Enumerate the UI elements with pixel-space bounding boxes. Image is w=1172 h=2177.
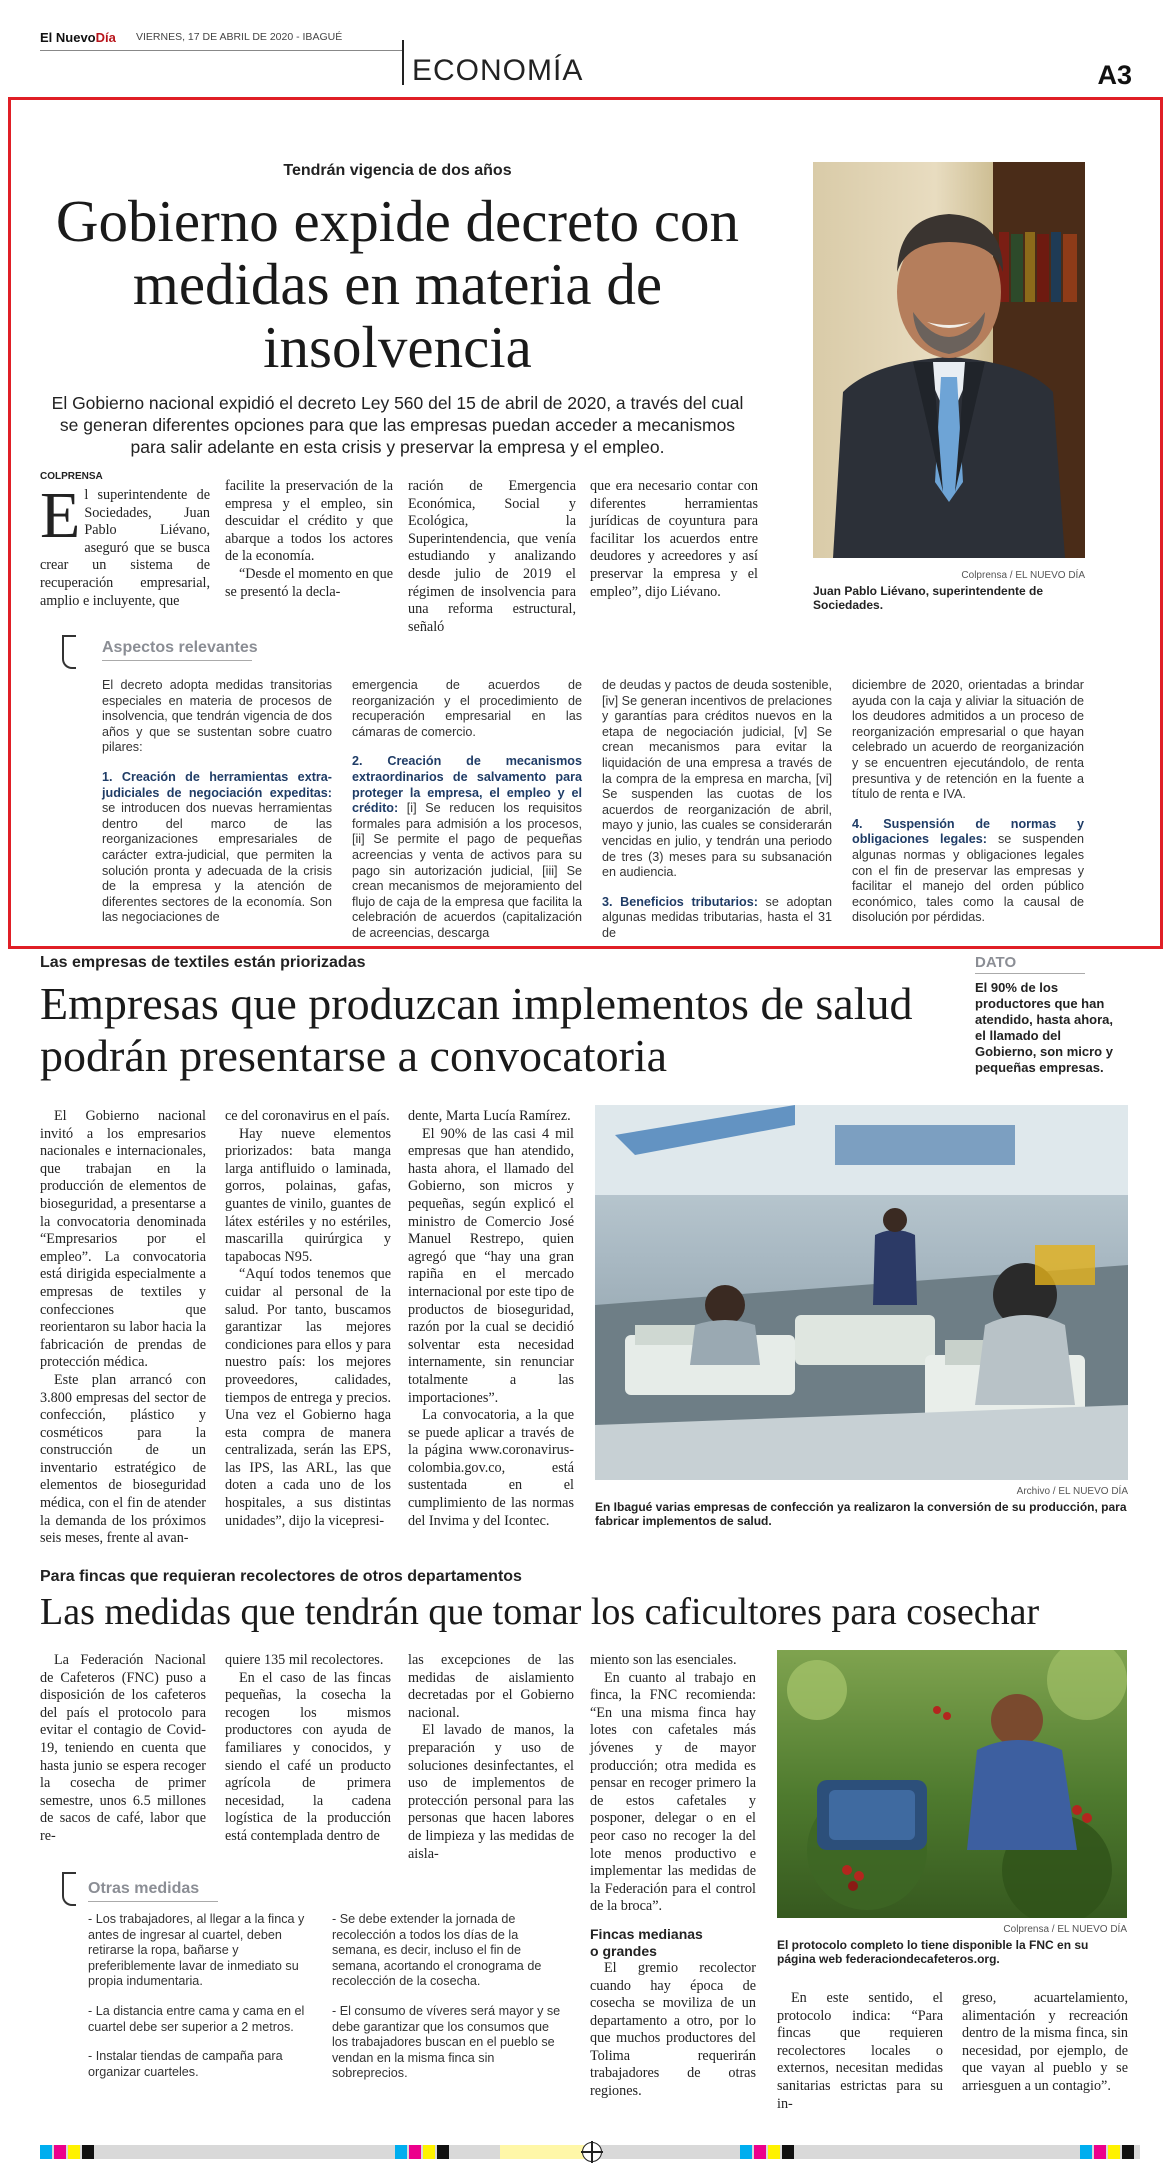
article3-subhead: Fincas medianas o grandes — [590, 1925, 703, 1959]
article2-col1-p2: Este plan arrancó con 3.800 empresas del sector de confección, plástico y cosméticos para la construcción de un inventario estratégico de elementos de bioseguridad médica, con el fin de atender la demanda de los próximos seis meses, frente al avan- — [40, 1371, 206, 1547]
article3-col6 — [962, 1990, 1128, 2096]
article3-col3-p1: El lavado de manos, la preparación y uso de soluciones desinfectantes, el uso de implementos de protección personal para las personas que hacen labores de limpieza y las medidas de aisla- — [408, 1722, 574, 1862]
aspectos-c4-p2 — [852, 817, 1084, 926]
swatch-yellow-2 — [423, 2145, 435, 2159]
article3-kicker: Para fincas que requieran recolectores de otros departamentos — [40, 1568, 522, 1585]
aspectos-col4 — [852, 678, 1084, 940]
article2-headline: Empresas que produzcan implementos de salud podrán presentarse a convocatoria — [40, 978, 913, 1081]
aspectos-c1-p2-body: se introducen dos nuevas herramientas dentro del marco de las reorganizaciones empresariales de carácter extra-judicial, que permiten la solución pronta y adecuada de la crisis de la empresa y la atención de diferentes sectores de la economía. Son las negociaciones de — [102, 801, 332, 925]
aspectos-c3-p2-head: 3. Beneficios tributarios: — [602, 894, 758, 909]
article3-col1-p1: La Federación Nacional de Cafeteros (FNC) puso a disposición de los cafeteros del país el protocolo para evitar el contagio de Covid-19, teniendo en cuenta que hasta junio se espera recoger la cosecha de primer semestre, unos 6.5 millones de sacos de café, labor que re- — [40, 1652, 206, 1844]
aspectos-c4-p2-head: 4. Suspensión de normas y obligaciones legales: — [852, 816, 1084, 847]
coffee-photo — [777, 1650, 1127, 1918]
article2-col2-p2: “Aquí todos tenemos que cuidar al personal de la salud. Por tanto, buscamos garantizar las mejores condiciones para ellos y para nuestro país: los mejores proveedores, calidades, tiempos de entrega y precios. Una vez el Gobierno haga esta compra de manera centralizada, serán las EPS, las IPS, las ARL, las que doten a cada uno de los hospitales, a sus distintas unidades”, dijo la vicepresi- — [225, 1266, 391, 1529]
article3-col5-p1: En este sentido, el protocolo indica: “Para fincas que requieren recolectores locales o externos, necesitan medidas sanitarias estrictas para su in- — [777, 1990, 943, 2112]
page-number: A3 — [1097, 60, 1132, 90]
article1-byline: COLPRENSA — [40, 471, 103, 482]
article3-photo-credit: Colprensa / EL NUEVO DÍA — [1003, 1924, 1127, 1935]
otras-col1 — [88, 1912, 313, 2094]
otras-rule — [88, 1901, 218, 1902]
article1-col2-p1: facilite la preservación de la empresa y el empleo, sin descuidar el crédito y que abarque a todos los actores de la economía. — [225, 478, 393, 565]
otras-c2-i1: - Se debe extender la jornada de recolección a todos los días de la semana, es decir, incluso el fin de semana, acortando el cronograma de recolección de la cosecha. — [332, 1912, 542, 1989]
aspectos-c1-p1: El decreto adopta medidas transitorias especiales en materia de procesos de insolvencia, que tendrán vigencia de dos años y que se sustentan sobre cuatro pilares: — [102, 678, 332, 755]
aspectos-c2-p2-head: 2. Creación de mecanismos extraordinarios de salvamento para proteger la empresa, el empleo y el crédito: — [352, 754, 582, 816]
otras-bracket — [62, 1872, 76, 1906]
swatch-yellow-3 — [500, 2145, 590, 2159]
article3-photo-caption: El protocolo completo lo tiene disponible la FNC en su página web federaciondecafeteros.org. — [777, 1938, 1089, 1966]
masthead-rule — [40, 50, 402, 51]
swatch-yellow-1 — [68, 2145, 80, 2159]
article1-col1 — [40, 479, 210, 610]
article1-headline: Gobierno expide decreto con medidas en materia de insolvencia — [55, 188, 740, 380]
swatch-cyan-2 — [395, 2145, 407, 2159]
swatch-black-4 — [1122, 2145, 1134, 2159]
article3-col3-p0: las excepciones de las medidas de aislamiento decretadas por el Gobierno nacional. — [408, 1652, 574, 1721]
aspectos-col3 — [602, 678, 832, 956]
masthead — [40, 30, 1140, 100]
factory-photo — [595, 1105, 1128, 1480]
otras-col2 — [332, 1912, 567, 2096]
aspectos-c3-p1: de deudas y pactos de deuda sostenible, [iv] Se generan incentivos de prelaciones y garantías para créditos nuevos en la etapa de negociación judicial, [v] Se crean mecanismos para evitar la liquidación de una empresa a través de la compra de la empresa en marcha, [vi] Se suspenden las cuotas de los acuerdos de reorganización de abril, mayo y junio, las cuales se considerarán vencidas en julio, y tendrán una periodo de tres (3) meses para su subsanación en audiencia. — [602, 678, 832, 880]
aspectos-c1-p2 — [102, 770, 332, 926]
swatch-black-2 — [437, 2145, 449, 2159]
article3-col2-p0: quiere 135 mil recolectores. — [225, 1652, 384, 1668]
article3-col1 — [40, 1652, 206, 1846]
coffee-illustration — [777, 1650, 1127, 1918]
article3-col4-p0: miento son las esenciales. — [590, 1652, 737, 1668]
aspectos-c2-p1: emergencia de acuerdos de reorganización y el procedimiento de recuperación empresarial en las cámaras de comercio. — [352, 678, 582, 739]
swatch-cyan-4 — [1080, 2145, 1092, 2159]
swatch-magenta-1 — [54, 2145, 66, 2159]
article2-col2-p1: Hay nueve elementos priorizados: bata manga larga antifluido o laminada, gorros, polainas, gafas, guantes de vinilo, guantes de látex estériles y no estériles, mascarilla quirúrgica y tapabocas N95. — [225, 1125, 391, 1265]
aspectos-c4-p1: diciembre de 2020, orientadas a brindar ayuda con la caja y aliviar la situación de los deudores admitidos a un proceso de reorganización empresarial o que hayan celebrado un acuerdo de reorganización y se encuentren ejecutándolo, de renta presuntiva y de retención en la fuente a título de renta e IVA. — [852, 678, 1084, 802]
article1-col2-p2: “Desde el momento en que se presentó la decla- — [225, 565, 393, 600]
section-divider — [402, 40, 404, 85]
swatch-cyan-1 — [40, 2145, 52, 2159]
article3-col2-p1: En el caso de las fincas pequeñas, la cosecha la recogen los mismos productores con ayuda de familiares y conocidos, y siendo el café un producto agrícola de primera necesidad, la cadena logística de la producción está contemplada dentro de — [225, 1669, 391, 1844]
aspectos-c3-p2-body: se adoptan algunas medidas tributarias, hasta el 31 de — [602, 894, 832, 940]
aspectos-c3-p2 — [602, 895, 832, 942]
article2-photo-credit: Archivo / EL NUEVO DÍA — [1016, 1486, 1128, 1497]
swatch-black-1 — [82, 2145, 94, 2159]
aspectos-bracket — [62, 635, 76, 669]
swatch-yellow-5 — [1108, 2145, 1120, 2159]
otras-c1-i1: - Los trabajadores, al llegar a la finca y antes de ingresar al cuartel, deben retirarse la ropa, bañarse y preferiblemente lavar de inmediato su propia indumentaria. — [88, 1912, 305, 1989]
article1-photo-credit: Colprensa / EL NUEVO DÍA — [961, 570, 1085, 581]
brand-name: El Nuevo — [40, 30, 96, 45]
article1-col4: que era necesario contar con diferentes herramientas jurídicas de coyuntura para facilitar los acuerdos entre deudores y acreedores y así preservar la empresa y el empleo”, dijo Liévano. — [590, 478, 758, 600]
article3-col4-p2: El gremio recolector cuando hay época de cosecha se moviliza de un departamento a otro, por lo que muchos productores del Tolima requerirán trabajadores de otras regiones. — [590, 1959, 756, 2100]
aspectos-c2-p2 — [352, 754, 582, 941]
swatch-magenta-2 — [409, 2145, 421, 2159]
swatch-cyan-3 — [740, 2145, 752, 2159]
section-name: ECONOMÍA — [412, 54, 584, 87]
otras-title: Otras medidas — [88, 1880, 200, 1897]
article2-col1 — [40, 1108, 206, 1548]
otras-c1-i2: - La distancia entre cama y cama en el cuartel debe ser superior a 2 metros. — [88, 2003, 305, 2034]
article1-col2 — [225, 478, 393, 601]
article1-col1-text: l superintendente de Sociedades, Juan Pablo Liévano, aseguró que se busca crear un sistema de recuperación empresarial, amplio e incluyente, que — [40, 487, 210, 609]
brand-logo — [40, 30, 116, 45]
article2-kicker: Las empresas de textiles están priorizadas — [40, 954, 366, 971]
article3-col4-p1: En cuanto al trabajo en finca, la FNC recomienda: “En una misma finca hay lotes con cafetales más jóvenes y de mayor producción; otra medida es pensar en recoger primero la de estos cafetales y posponer, delegar o en el peor caso no recoger la del lote menos productivo e implementar las medidas de la Federación para el control de la broca”. — [590, 1669, 756, 1915]
article2-col1-p1: El Gobierno nacional invitó a los empresarios nacionales e internacionales, que trabajan en la producción de elementos de bioseguridad, a presentarse a la convocatoria denominada “Empresarios por el empleo”. La convocatoria está dirigida especialmente a empresas de textiles y confecciones que reorientaron su labor hacia la fabricación de prendas de protección médica. — [40, 1108, 206, 1371]
swatch-magenta-4 — [1094, 2145, 1106, 2159]
article1-kicker: Tendrán vigencia de dos años — [283, 162, 512, 179]
portrait-illustration — [813, 162, 1085, 558]
article3-col2 — [225, 1652, 391, 1846]
article1-lead: El Gobierno nacional expidió el decreto Ley 560 del 15 de abril de 2020, a través del cual se generan diferentes opciones para que las empresas puedan acceder a mecanismos para salir adelante en esta crisis y preservar la empresa y el empleo. — [51, 393, 744, 457]
article1-photo-caption: Juan Pablo Liévano, superintendente de Sociedades. — [813, 584, 1044, 612]
swatch-yellow-4 — [768, 2145, 780, 2159]
article3-col6-p1: greso, acuartelamiento, alimentación y recreación dentro de la misma finca, sin necesidad, por ejemplo, de que vayan al pueblo y se arriesguen a un contagio”. — [962, 1990, 1128, 2094]
article2-col3-p2: La convocatoria, a la que se puede aplicar a través de la página www.coronavirus-colombia.gov.co, está sustentada en el cumplimiento de las normas del Invima y del Icontec. — [408, 1407, 574, 1529]
factory-illustration — [595, 1105, 1128, 1480]
dropcap: E — [40, 479, 81, 552]
article2-col3-p1: El 90% de las casi 4 mil empresas que han atendido, hasta ahora, el llamado del Gobierno, son micros y pequeñas, según explicó el ministro de Comercio José Manuel Restrepo, quien agregó que “hay una gran rapiña en el mercado internacional por este tipo de productos de bioseguridad, razón por la cual se decidió solventar esta necesidad internamente, sin renunciar totalmente a las importaciones”. — [408, 1125, 574, 1406]
swatch-magenta-3 — [754, 2145, 766, 2159]
dateline: VIERNES, 17 DE ABRIL DE 2020 - IBAGUÉ — [136, 31, 343, 43]
aspectos-c2-p2-body: [i] Se reducen los requisitos formales para admisión a los procesos, [ii] Se permite el pago de pequeñas acreencias y venta de activos para su pago sin autorización judicial, [iii] Se crean mecanismos de mejoramiento del flujo de caja de la empresa que facilita la celebración de acuerdos (capitalización de acreencias, descarga — [352, 801, 582, 940]
article2-col3-p0: dente, Marta Lucía Ramírez. — [408, 1108, 571, 1124]
article3-col3 — [408, 1652, 574, 1863]
article3-col4 — [590, 1652, 756, 2101]
registration-mark-icon — [582, 2142, 602, 2162]
swatch-black-3 — [782, 2145, 794, 2159]
aspectos-title: Aspectos relevantes — [102, 639, 258, 656]
article3-col5 — [777, 1990, 943, 2113]
otras-c2-i2: - El consumo de víveres será mayor y se debe garantizar que los consumos que los trabajadores buscan en el pueblo se vendan en la misma finca sin sobreprecios. — [332, 2003, 561, 2081]
dato-box — [975, 954, 1125, 1076]
aspectos-col1 — [102, 678, 332, 940]
aspectos-c1-p2-head: 1. Creación de herramientas extra-judiciales de negociación expeditas: — [102, 769, 332, 800]
aspectos-rule — [102, 660, 252, 661]
aspectos-c4-p2-body: se suspenden algunas normas y obligaciones legales con el fin de preservar las empresas y facilitar el manejo del orden público económico, tales como la causal de disolución por pérdidas. — [852, 832, 1084, 925]
article2-photo-caption: En Ibagué varias empresas de confección ya realizaron la conversión de su producción, para fabricar implementos de salud. — [595, 1500, 1127, 1528]
dato-text: El 90% de los productores que han atendido, hasta ahora, el llamado del Gobierno, son micro y pequeñas empresas. — [975, 980, 1113, 1075]
otras-c1-i3: - Instalar tiendas de campaña para organizar cuarteles. — [88, 2049, 283, 2079]
article2-col2-p0: ce del coronavirus en el país. — [225, 1108, 390, 1124]
article2-col2 — [225, 1108, 391, 1530]
print-color-bar — [40, 2145, 1140, 2159]
portrait-photo — [813, 162, 1085, 558]
dato-label: DATO — [975, 954, 1085, 974]
article2-col3 — [408, 1108, 574, 1530]
brand-accent: Día — [95, 30, 116, 45]
article3-headline: Las medidas que tendrán que tomar los caficultores para cosechar — [40, 1591, 1040, 1633]
article1-col3: ración de Emergencia Económica, Social y Ecológica, la Superintendencia, que venía estudiando y analizando desde julio de 2019 el régimen de insolvencia para una reforma estructural, señaló — [408, 478, 576, 635]
aspectos-col2 — [352, 678, 582, 956]
